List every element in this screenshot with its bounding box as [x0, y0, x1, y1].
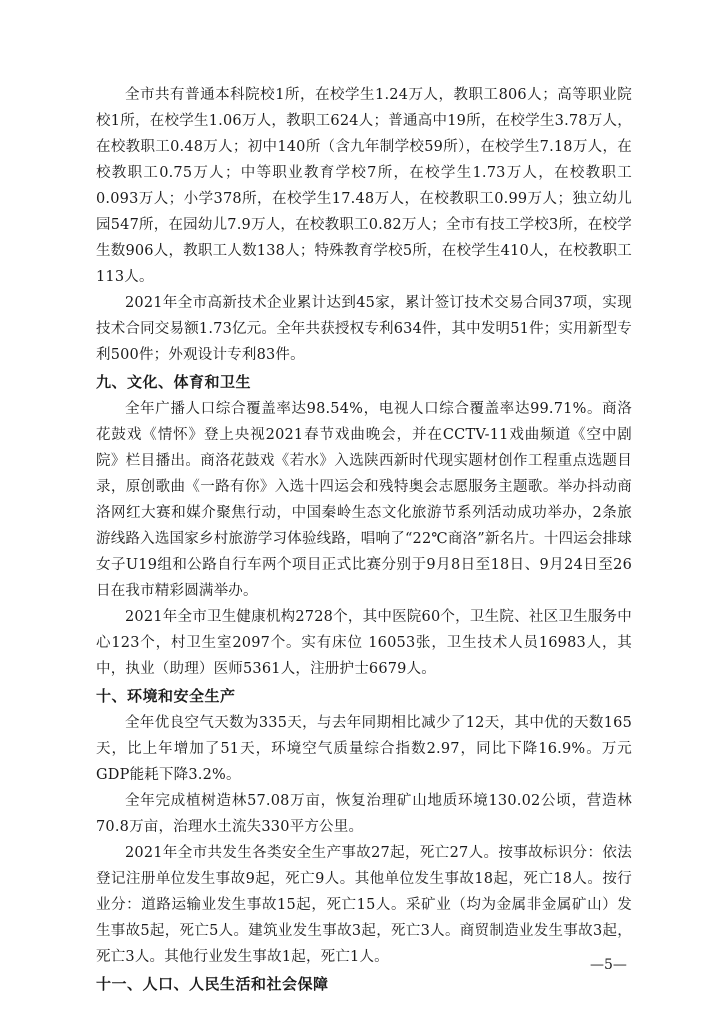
section-heading-population: 十一、人口、人民生活和社会保障: [96, 975, 329, 993]
document-body: [96, 82, 632, 998]
paragraph-technology: 2021年全市高新技术企业累计达到45家，累计签订技术交易合同37项，实现技术合同交易额1.73亿元。全年共获授权专利634件，其中发明51件；实用新型专利500件；外观设计专利83件。: [96, 295, 632, 363]
paragraph-culture: 全年广播人口综合覆盖率达98.54%，电视人口综合覆盖率达99.71%。商洛花鼓戏《情怀》登上央视2021春节戏曲晚会，并在CCTV-11戏曲频道《空中剧院》栏目播出。商洛花鼓戏《若水》入选陕西新时代现实题材创作工程重点选题目录，原创歌曲《一路有你》入选十四运会和残特奥会志愿服务主题歌。举办抖动商洛网红大赛和媒介聚焦行动，中国秦岭生态文化旅游节系列活动成功举办，2条旅游线路入选国家乡村旅游学习体验线路，唱响了“22℃商洛”新名片。十四运会排球女子U19组和公路自行车两个项目正式比赛分别于9月8日至18日、9月24日至26日在我市精彩圆满举办。: [96, 401, 632, 599]
paragraph-education: 全市共有普通本科院校1所，在校学生1.24万人，教职工806人；高等职业院校1所，在校学生1.06万人，教职工624人；普通高中19所，在校学生3.78万人，在校教职工0.48万人；初中140所（含九年制学校59所），在校学生7.18万人，在校教职工0.75万人；中等职业教育学校7所，在校学生1.73万人，在校教职工0.093万人；小学378所，在校学生17.48万人，在校教职工0.99万人；独立幼儿园547所，在园幼儿7.9万人，在校教职工0.82万人；全市有技工学校3所，在校学生数906人，教职工人数138人；特殊教育学校5所，在校学生410人，在校教职工113人。: [96, 87, 632, 285]
section-heading-culture: 九、文化、体育和卫生: [96, 373, 252, 391]
paragraph-afforestation: 全年完成植树造林57.08万亩，恢复治理矿山地质环境130.02公顷，营造林70.8万亩，治理水土流失330平方公里。: [96, 793, 632, 835]
section-heading-environment: 十、环境和安全生产: [96, 687, 236, 705]
page-number: —5—: [590, 957, 627, 973]
paragraph-air-quality: 全年优良空气天数为335天，与去年同期相比减少了12天，其中优的天数165天，比上年增加了51天，环境空气质量综合指数2.97，同比下降16.9%。万元GDP能耗下降3.2%。: [96, 715, 632, 783]
paragraph-safety: 2021年全市共发生各类安全生产事故27起，死亡27人。按事故标识分：依法登记注册单位发生事故9起，死亡9人。其他单位发生事故18起，死亡18人。按行业分：道路运输业发生事故15起，死亡15人。采矿业（均为金属非金属矿山）发生事故5起，死亡5人。建筑业发生事故3起，死亡3人。商贸制造业发生事故3起，死亡3人。其他行业发生事故1起，死亡1人。: [96, 845, 632, 965]
paragraph-health: 2021年全市卫生健康机构2728个，其中医院60个，卫生院、社区卫生服务中心123个，村卫生室2097个。实有床位 16053张，卫生技术人员16983人，其中，执业（助理）医师5361人，注册护士6679人。: [96, 609, 632, 677]
